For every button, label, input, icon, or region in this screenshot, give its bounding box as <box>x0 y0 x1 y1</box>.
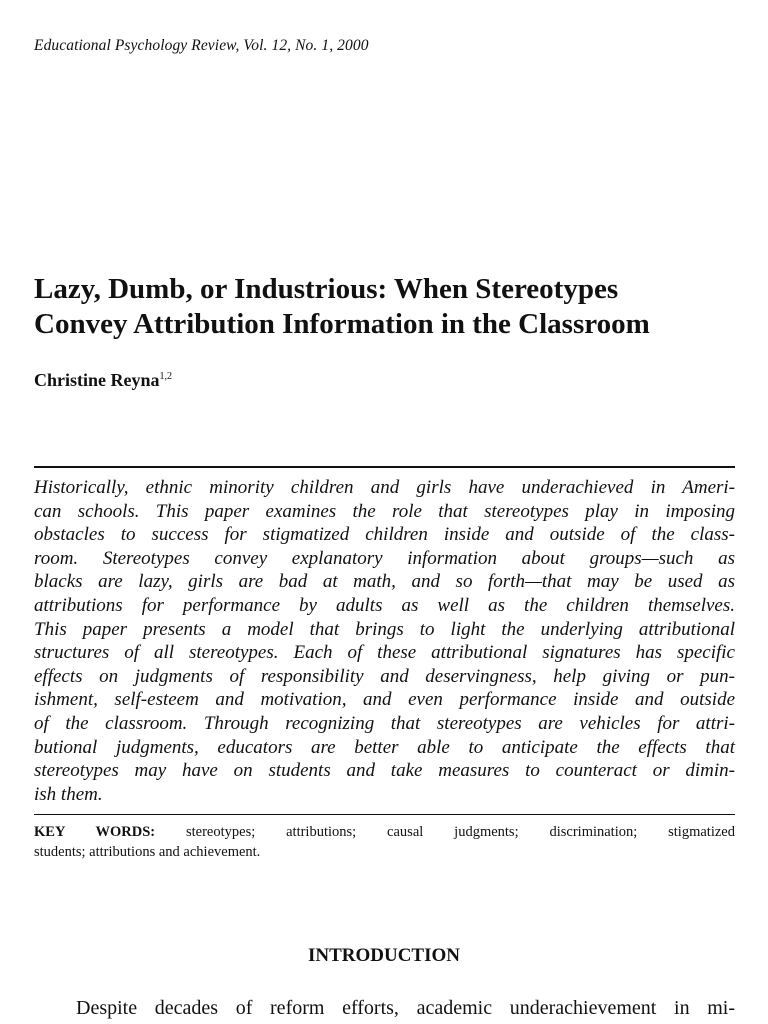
abstract-line: ish them. <box>34 783 103 805</box>
abstract-line: butional judgments, educators are better able to anticipate the effects that <box>34 736 735 758</box>
abstract-line: of the classroom. Through recognizing that stereotypes are vehicles for attri- <box>34 712 735 734</box>
abstract-line: attributions for performance by adults as well as the children themselves. <box>34 594 735 616</box>
abstract-line: can schools. This paper examines the role that stereotypes play in imposing <box>34 500 735 522</box>
abstract-line: structures of all stereotypes. Each of these attributional signatures has specific <box>34 642 735 664</box>
abstract-line: This paper presents a model that brings to light the underlying attributional <box>34 618 735 640</box>
abstract-line: ishment, self-esteem and motivation, and even performance inside and outside <box>34 689 735 711</box>
abstract-line: Historically, ethnic minority children and girls have underachieved in Ameri- <box>34 477 735 498</box>
section-heading: INTRODUCTION <box>307 945 461 966</box>
abstract-line: effects on judgments of responsibility and deservingness, help giving or pun- <box>34 665 735 687</box>
article-title <box>34 272 744 342</box>
journal-header: Educational Psychology Review, Vol. 12, No. 1, 2000 <box>34 37 369 54</box>
abstract-line: obstacles to success for stigmatized children inside and outside of the class- <box>34 524 735 546</box>
keywords-text: stereotypes; attributions; causal judgments; discrimination; stigmatized <box>185 824 735 840</box>
abstract-line: blacks are lazy, girls are bad at math, and so forth—that may be used as <box>34 571 735 593</box>
body-paragraph: Despite decades of reform efforts, academic underachievement in mi- <box>76 997 735 1019</box>
abstract <box>34 476 735 806</box>
keywords-label: KEY WORDS: <box>34 824 156 840</box>
abstract-top-rule <box>34 466 735 468</box>
abstract-line: stereotypes may have on students and take measures to counteract or dimin- <box>34 760 735 782</box>
abstract-line: room. Stereotypes convey explanatory information about groups—such as <box>34 547 735 569</box>
keywords <box>34 822 735 862</box>
title-line: Lazy, Dumb, or Industrious: When Stereotypes <box>34 273 619 305</box>
keywords-line: students; attributions and achievement. <box>34 844 261 860</box>
abstract-bottom-rule <box>34 814 735 815</box>
author-name: Christine Reyna <box>34 370 160 390</box>
keywords-line <box>34 822 735 842</box>
title-line: Convey Attribution Information in the Classroom <box>34 308 650 340</box>
author-footnote-marker: 1,2 <box>159 371 172 382</box>
author-line <box>34 370 172 391</box>
